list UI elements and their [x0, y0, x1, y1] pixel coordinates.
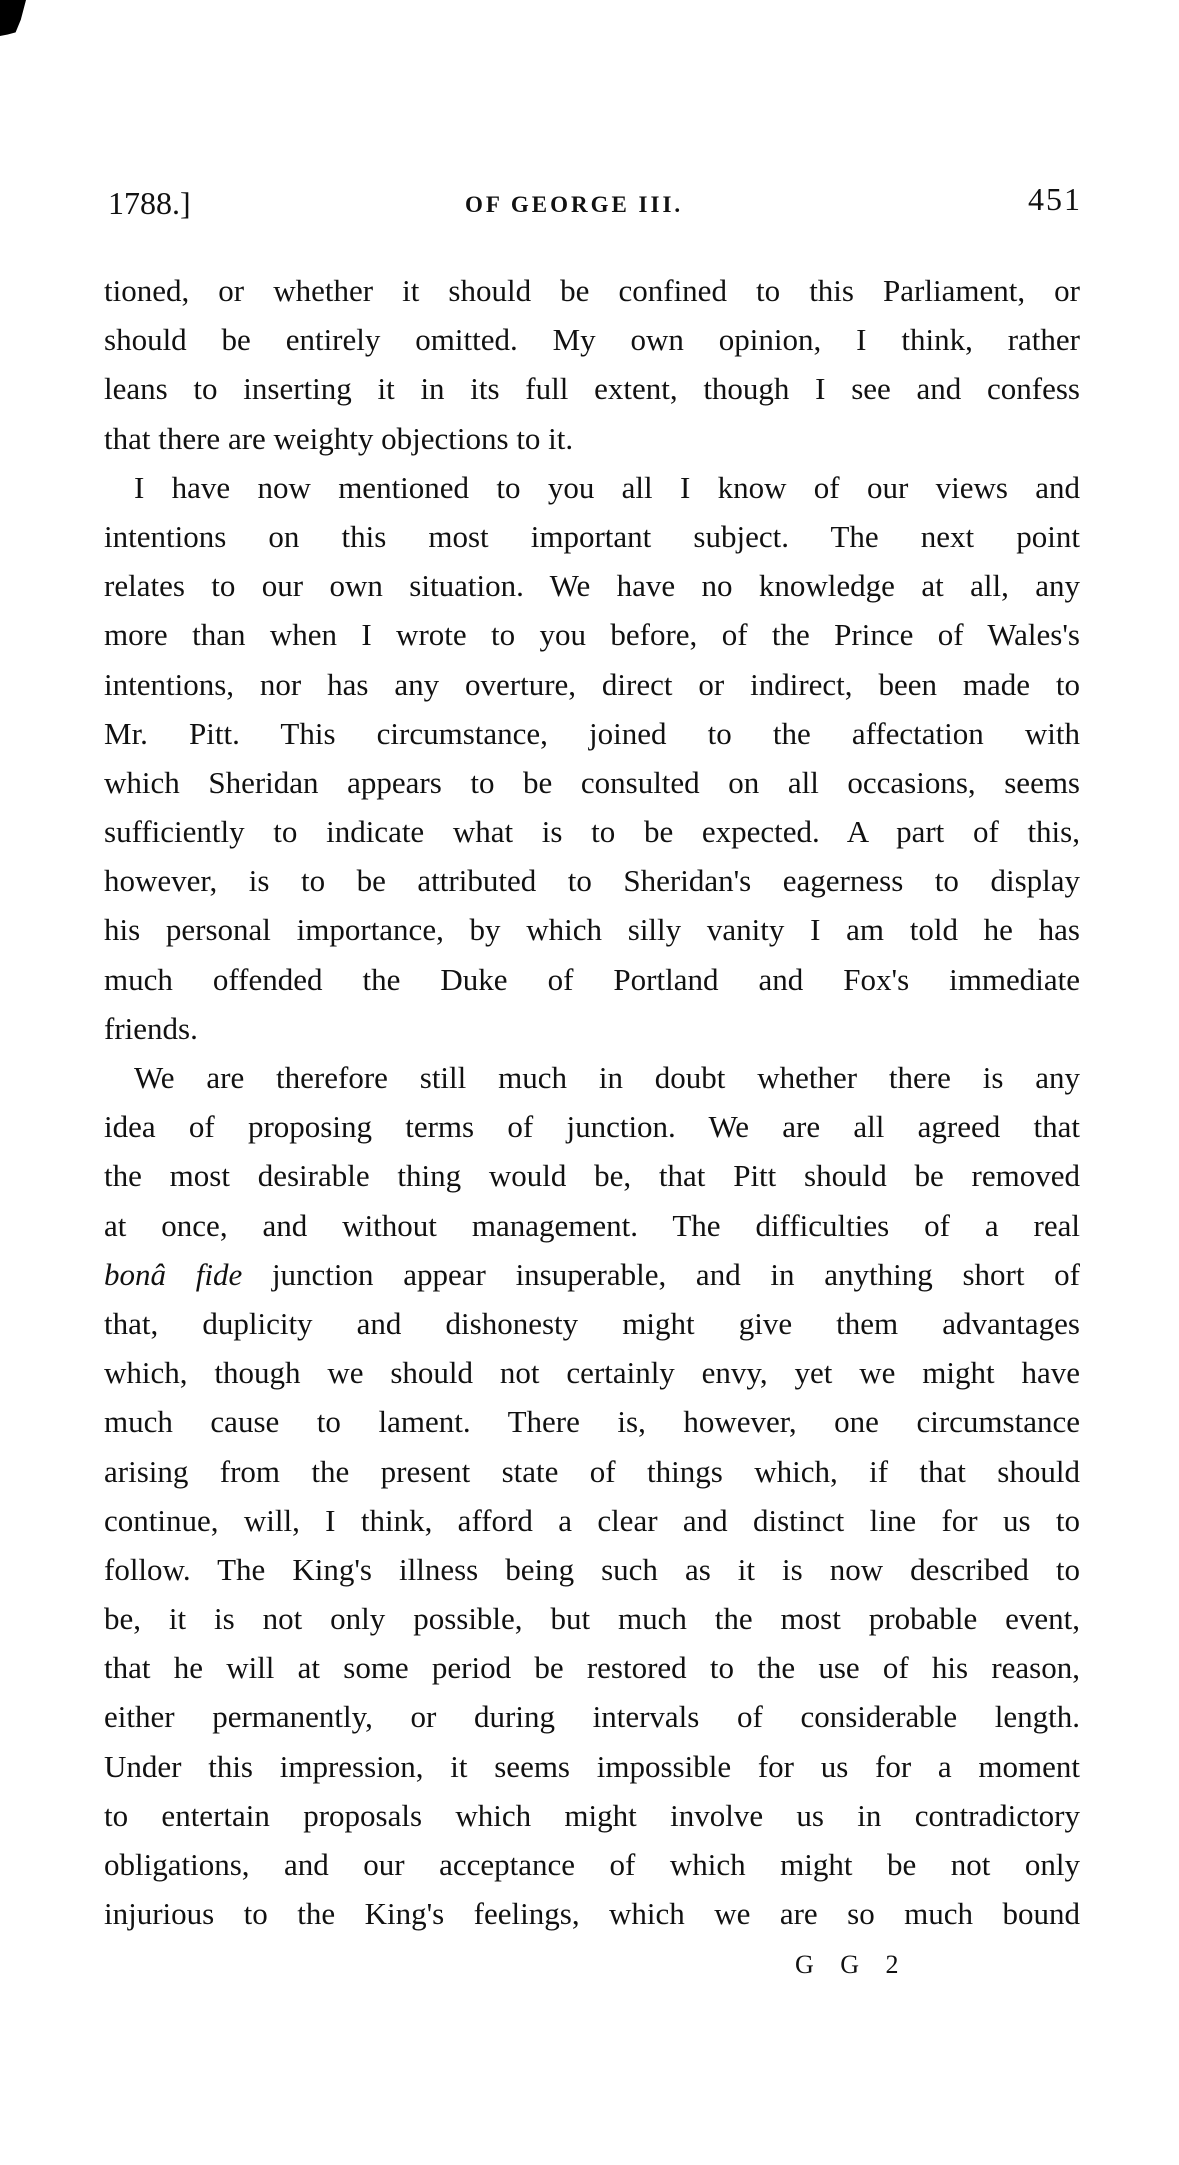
text-line: idea of proposing terms of junction. We are all agreed that: [104, 1109, 1080, 1145]
text-line: the most desirable thing would be, that Pitt should be removed: [104, 1158, 1080, 1194]
text-line: injurious to the King's feelings, which we are so much bound: [104, 1896, 1080, 1932]
text-line: intentions on this most important subject. The next point: [104, 518, 1080, 554]
signature-mark: G G 2: [795, 1950, 909, 1979]
scan-corner-mark: [0, 0, 26, 36]
text-line: that, duplicity and dishonesty might give them advantages: [104, 1305, 1080, 1341]
text-line: We are therefore still much in doubt whether there is any: [134, 1060, 1080, 1095]
paragraph: [104, 266, 1080, 463]
text-line: that he will at some period be restored to the use of his reason,: [104, 1650, 1080, 1686]
text-line: that there are weighty objections to it.: [104, 420, 574, 456]
text-line: much offended the Duke of Portland and Fox's immediate: [104, 961, 1080, 997]
text-line: much cause to lament. There is, however, one circumstance: [104, 1404, 1080, 1440]
paragraph: [104, 1053, 1080, 1938]
paragraph: [104, 463, 1080, 1053]
text-line: Under this impression, it seems impossible for us for a moment: [104, 1748, 1080, 1784]
italic-phrase: bonâ fide: [104, 1256, 243, 1292]
text-line: however, is to be attributed to Sheridan's eagerness to display: [104, 863, 1080, 899]
text-line: friends.: [104, 1010, 198, 1046]
text-line: which, though we should not certainly envy, yet we might have: [104, 1355, 1080, 1391]
text-line: either permanently, or during intervals of considerable length.: [104, 1699, 1080, 1735]
text-line: should be entirely omitted. My own opinion, I think, rather: [104, 322, 1080, 358]
running-head-year: 1788.]: [108, 185, 191, 221]
text-line: be, it is not only possible, but much the most probable event,: [104, 1601, 1080, 1637]
text-line: Mr. Pitt. This circumstance, joined to the affectation with: [104, 715, 1080, 751]
running-head-title: OF GEORGE III.: [465, 192, 684, 217]
text-line: his personal importance, by which silly vanity I am told he has: [104, 912, 1080, 948]
text-line-with-italic: [104, 1250, 1080, 1299]
text-line: at once, and without management. The difficulties of a real: [104, 1207, 1080, 1243]
running-head: [108, 181, 1082, 221]
text-line: obligations, and our acceptance of which might be not only: [104, 1847, 1080, 1882]
text-line: intentions, nor has any overture, direct or indirect, been made to: [104, 666, 1080, 702]
text-line-rest: junction appear insuperable, and in anything short of: [271, 1256, 1080, 1292]
text-line: which Sheridan appears to be consulted on all occasions, seems: [104, 764, 1080, 800]
text-line: more than when I wrote to you before, of the Prince of Wales's: [104, 617, 1080, 653]
text-line: to entertain proposals which might involve us in contradictory: [104, 1797, 1080, 1833]
text-line: arising from the present state of things which, if that should: [104, 1453, 1080, 1489]
text-line: sufficiently to indicate what is to be expected. A part of this,: [104, 814, 1080, 850]
page-number: 451: [1028, 181, 1082, 217]
text-line: relates to our own situation. We have no knowledge at all, any: [104, 568, 1080, 604]
text-line: tioned, or whether it should be confined to this Parliament, or: [104, 273, 1080, 308]
text-line: continue, will, I think, afford a clear and distinct line for us to: [104, 1502, 1080, 1538]
body-text: [104, 266, 1080, 1938]
text-line: follow. The King's illness being such as it is now described to: [104, 1551, 1080, 1587]
text-line: leans to inserting it in its full extent, though I see and confess: [104, 371, 1080, 407]
text-line: I have now mentioned to you all I know of our views and: [134, 469, 1080, 505]
